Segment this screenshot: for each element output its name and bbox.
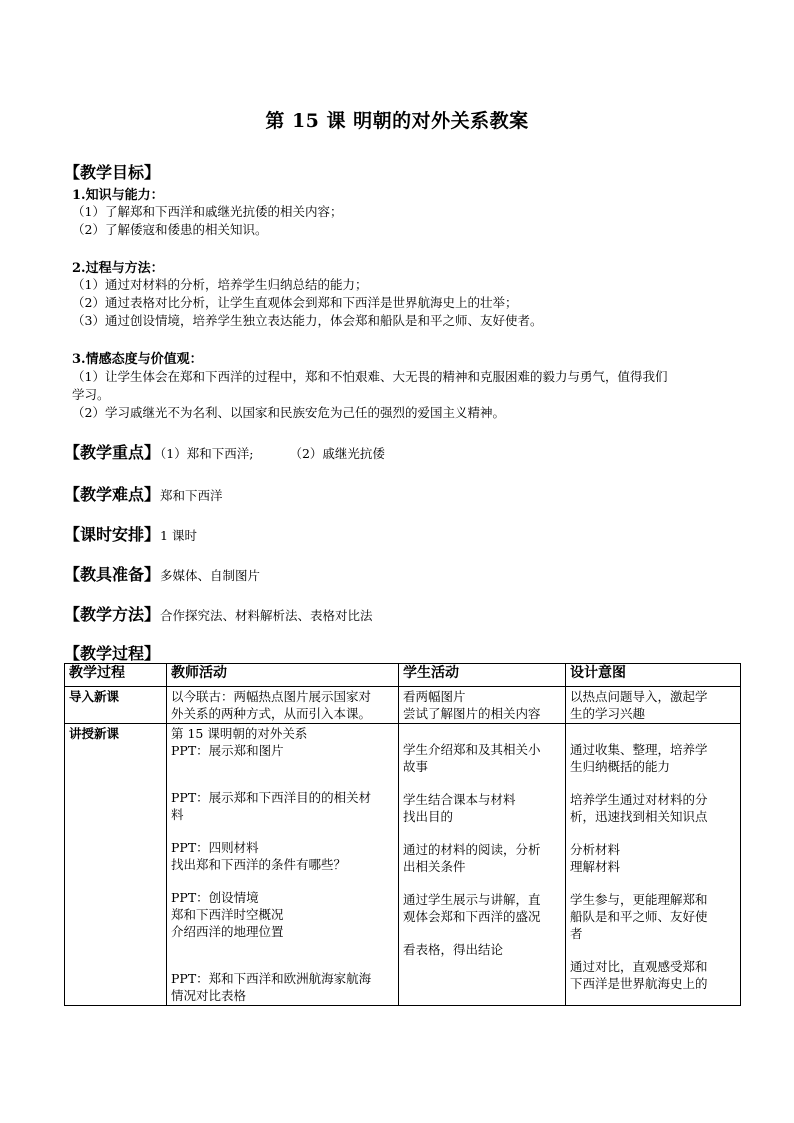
table-row <box>65 687 741 724</box>
design-line: 理解材料 <box>570 859 621 874</box>
teacher-new-lesson <box>167 724 399 1006</box>
header-stage: 教学过程 <box>65 664 167 687</box>
process-item-3: （3）通过创设情境，培养学生独立表达能力，体会郑和船队是和平之师、友好使者。 <box>72 313 543 328</box>
student-intro <box>399 687 566 724</box>
difficult-points-label: 【教学难点】 <box>64 485 161 504</box>
teacher-line: PPT：四则材料 <box>171 840 259 855</box>
process-heading: 2.过程与方法： <box>72 261 164 276</box>
tools-row <box>64 562 260 585</box>
stage-intro: 导入新课 <box>65 687 167 724</box>
student-line: 看表格，得出结论 <box>403 942 504 957</box>
design-new-lesson <box>566 724 741 1006</box>
student-intro-line: 尝试了解图片的相关内容 <box>403 706 541 721</box>
key-point-1: （1）郑和下西洋; <box>160 446 254 461</box>
design-line: 学生参与，更能理解郑和 <box>570 892 708 907</box>
teaching-process-table <box>64 663 741 1006</box>
emotion-item-1-cont: 学习。 <box>72 387 110 402</box>
design-line: 船队是和平之师、友好使 <box>570 909 708 924</box>
emotion-heading: 3.情感态度与价值观： <box>72 352 203 367</box>
methods-value: 合作探究法、材料解析法、表格对比法 <box>160 608 373 623</box>
teacher-line: 情况对比表格 <box>171 988 247 1003</box>
design-line: 培养学生通过对材料的分 <box>570 792 708 807</box>
design-line: 分析材料 <box>570 842 621 857</box>
student-new-lesson <box>399 724 566 1006</box>
teacher-line: 料 <box>171 807 184 822</box>
teacher-line: 第 15 课明朝的对外关系 <box>171 726 308 741</box>
teacher-line: 找出郑和下西洋的条件有哪些？ <box>171 857 347 872</box>
teacher-line: 郑和下西洋时空概况 <box>171 907 284 922</box>
methods-row <box>64 602 373 625</box>
table-row <box>65 724 741 1006</box>
difficult-points-value: 郑和下西洋 <box>160 488 223 503</box>
tools-value: 多媒体、自制图片 <box>160 568 261 583</box>
teacher-intro-line: 以今联古：两幅热点图片展示国家对 <box>171 689 372 704</box>
student-line: 出相关条件 <box>403 859 466 874</box>
design-intro-line: 以热点问题导入，激起学 <box>570 689 708 704</box>
header-teacher: 教师活动 <box>167 664 399 687</box>
objectives-heading: 【教学目标】 <box>64 163 161 182</box>
header-student: 学生活动 <box>399 664 566 687</box>
design-intro-line: 生的学习兴趣 <box>570 706 646 721</box>
teacher-line: PPT：郑和下西洋和欧洲航海家航海 <box>171 971 372 986</box>
schedule-label: 【课时安排】 <box>64 525 161 544</box>
design-line: 析，迅速找到相关知识点 <box>570 809 708 824</box>
stage-new-lesson: 讲授新课 <box>65 724 167 1006</box>
table-header-row <box>65 664 741 687</box>
emotion-item-1: （1）让学生体会在郑和下西洋的过程中，郑和不怕艰难、大无畏的精神和克服困难的毅力与勇气，值得我们 <box>72 369 668 384</box>
knowledge-item-1: （1）了解郑和下西洋和戚继光抗倭的相关内容； <box>72 204 343 219</box>
page-title: 第 15 课 明朝的对外关系教案 <box>265 110 529 132</box>
methods-label: 【教学方法】 <box>64 605 161 624</box>
schedule-row <box>64 522 197 545</box>
tools-label: 【教具准备】 <box>64 565 161 584</box>
knowledge-heading: 1.知识与能力： <box>72 188 164 203</box>
difficult-points-row <box>64 482 223 505</box>
teacher-line: 介绍西洋的地理位置 <box>171 924 284 939</box>
student-line: 观体会郑和下西洋的盛况 <box>403 909 541 924</box>
student-line: 学生介绍郑和及其相关小 <box>403 742 541 757</box>
key-point-2: （2）戚继光抗倭 <box>289 446 385 461</box>
design-line: 生归纳概括的能力 <box>570 759 671 774</box>
teacher-line: PPT：展示郑和下西洋目的的相关材 <box>171 790 372 805</box>
process-section-heading: 【教学过程】 <box>64 644 161 663</box>
student-intro-line: 看两幅图片 <box>403 689 466 704</box>
process-item-2: （2）通过表格对比分析，让学生直观体会到郑和下西洋是世界航海史上的壮举； <box>72 295 518 310</box>
teacher-intro-line: 外关系的两种方式，从而引入本课。 <box>171 706 372 721</box>
key-points-row <box>64 440 385 463</box>
student-line: 故事 <box>403 759 429 774</box>
student-line: 通过学生展示与讲解，直 <box>403 892 541 907</box>
schedule-value: 1 课时 <box>160 528 197 543</box>
design-intro <box>566 687 741 724</box>
student-line: 学生结合课本与材料 <box>403 792 516 807</box>
emotion-item-2: （2）学习戚继光不为名利、以国家和民族安危为己任的强烈的爱国主义精神。 <box>72 405 505 420</box>
process-item-1: （1）通过对材料的分析，培养学生归纳总结的能力； <box>72 277 368 292</box>
design-line: 通过收集、整理，培养学 <box>570 742 708 757</box>
design-line: 下西洋是世界航海史上的 <box>570 976 708 991</box>
student-line: 找出目的 <box>403 809 454 824</box>
teacher-line: PPT：创设情境 <box>171 890 259 905</box>
design-line: 者 <box>570 926 583 941</box>
student-line: 通过的材料的阅读，分析 <box>403 842 541 857</box>
key-points-label: 【教学重点】 <box>64 443 161 462</box>
teacher-intro <box>167 687 399 724</box>
teacher-line: PPT：展示郑和图片 <box>171 743 284 758</box>
header-design: 设计意图 <box>566 664 741 687</box>
knowledge-item-2: （2）了解倭寇和倭患的相关知识。 <box>72 222 268 237</box>
design-line: 通过对比，直观感受郑和 <box>570 959 708 974</box>
